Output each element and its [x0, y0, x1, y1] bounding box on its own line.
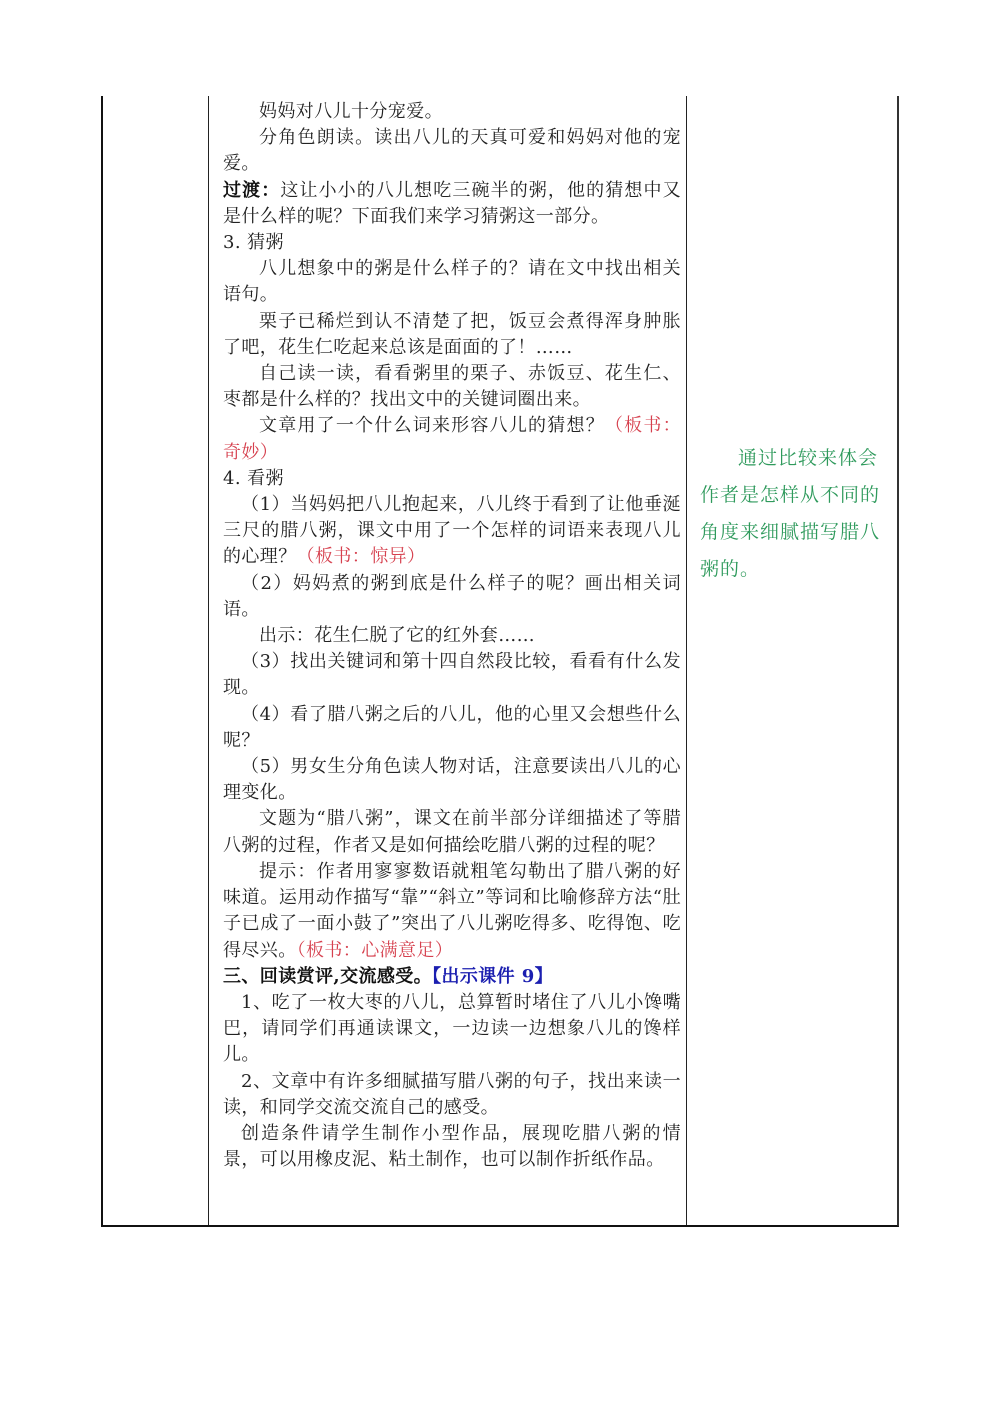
paragraph — [223, 1121, 681, 1173]
paragraph-text: 自己读一读，看看粥里的栗子、赤饭豆、花生仁、枣都是什么样的？找出文中的关键词圈出来。 — [223, 363, 681, 411]
paragraph-text: 4. 看粥 — [223, 467, 284, 489]
paragraph-text: 这让小小的八儿想吃三碗半的粥，他的猜想中又是什么样的呢？下面我们来学习猜粥这一部分。 — [223, 179, 681, 227]
board-note: （板书：心满意足） — [296, 939, 454, 961]
paragraph — [223, 99, 681, 125]
section-heading-review — [223, 964, 681, 990]
paragraph-text: 创造条件请学生制作小型作品，展现吃腊八粥的情景，可以用橡皮泥、粘土制作，也可以制作折纸作品。 — [223, 1122, 681, 1171]
board-note: （板书：惊异） — [296, 546, 426, 568]
design-note — [700, 440, 890, 588]
paragraph-text: （4）看了腊八粥之后的八儿，他的心里又会想些什么呢？ — [223, 703, 681, 751]
paragraph — [223, 702, 681, 754]
design-intent-cell — [688, 96, 900, 1225]
lesson-plan-table — [101, 96, 899, 1227]
transition-paragraph — [223, 178, 681, 230]
paragraph — [223, 806, 681, 858]
paragraph-text: （5）男女生分角色读人物对话，注意要读出八儿的心理变化。 — [223, 756, 681, 804]
paragraph — [223, 256, 681, 308]
section-heading: 三、回读赏评,交流感受。 — [223, 965, 433, 987]
transition-label: 过渡： — [223, 179, 281, 201]
paragraph — [223, 413, 681, 465]
paragraph — [223, 990, 681, 1069]
paragraph-text: 文章用了一个什么词来形容八儿的猜想？ — [259, 415, 605, 437]
paragraph-text: 提示：作者用寥寥数语就粗笔勾勒出了腊八粥的好味道。运用动作描写“靠”“斜立”等词和比喻修辞方法“肚子已成了一面小鼓了”突出了八儿粥吃得多、吃得饱、吃得尽兴。 — [223, 860, 681, 961]
paragraph-text: （2）妈妈煮的粥到底是什么样子的呢？画出相关词语。 — [223, 572, 681, 620]
paragraph-text: （1）当妈妈把八儿抱起来，八儿终于看到了让他垂涎三尺的腊八粥，课文中用了一个怎样的词语来表现八儿的心理？ — [223, 494, 681, 568]
paragraph-text: 分角色朗读。读出八儿的天真可爱和妈妈对他的宠爱。 — [223, 127, 681, 175]
paragraph-text: 栗子已稀烂到认不清楚了把，饭豆会煮得浑身肿胀了吧，花生仁吃起来总该是面面的了！…… — [223, 310, 681, 358]
teaching-process-cell — [210, 96, 687, 1225]
paragraph-text: 妈妈对八儿十分宠爱。 — [259, 101, 443, 122]
paragraph — [223, 361, 681, 413]
paragraph — [223, 492, 681, 571]
quote-paragraph — [223, 309, 681, 361]
section-heading-guess-porridge — [223, 230, 681, 256]
section-heading-look-porridge — [223, 466, 681, 492]
courseware-note: 【出示课件 9】 — [432, 965, 554, 987]
paragraph — [223, 649, 681, 701]
paragraph-text: 八儿想象中的粥是什么样子的？请在文中找出相关语句。 — [223, 258, 681, 306]
paragraph — [223, 1069, 681, 1121]
paragraph — [223, 623, 681, 649]
paragraph — [223, 754, 681, 806]
paragraph — [223, 125, 681, 177]
paragraph-text: （3）找出关键词和第十四自然段比较，看看有什么发现。 — [223, 651, 681, 699]
left-column-cell — [103, 96, 209, 1225]
paragraph-text: 2、文章中有许多细腻描写腊八粥的句子，找出来读一读，和同学交流交流自己的感受。 — [223, 1070, 681, 1118]
paragraph-text: 1、吃了一枚大枣的八儿，总算暂时堵住了八儿小馋嘴巴，请同学们再通读课文，一边读一边想象八儿的馋样儿。 — [223, 991, 681, 1066]
hint-paragraph — [223, 859, 681, 964]
paragraph-text: 3. 猜粥 — [223, 232, 284, 254]
design-note-text: 通过比较来体会作者是怎样从不同的角度来细腻描写腊八粥的。 — [700, 447, 881, 580]
paragraph — [223, 571, 681, 623]
paragraph-text: 出示：花生仁脱了它的红外套…… — [259, 625, 535, 647]
paragraph-text: 文题为“腊八粥”，课文在前半部分详细描述了等腊八粥的过程，作者又是如何描绘吃腊八粥的过程的呢？ — [223, 808, 681, 856]
board-note: （板书：奇妙） — [223, 415, 681, 463]
